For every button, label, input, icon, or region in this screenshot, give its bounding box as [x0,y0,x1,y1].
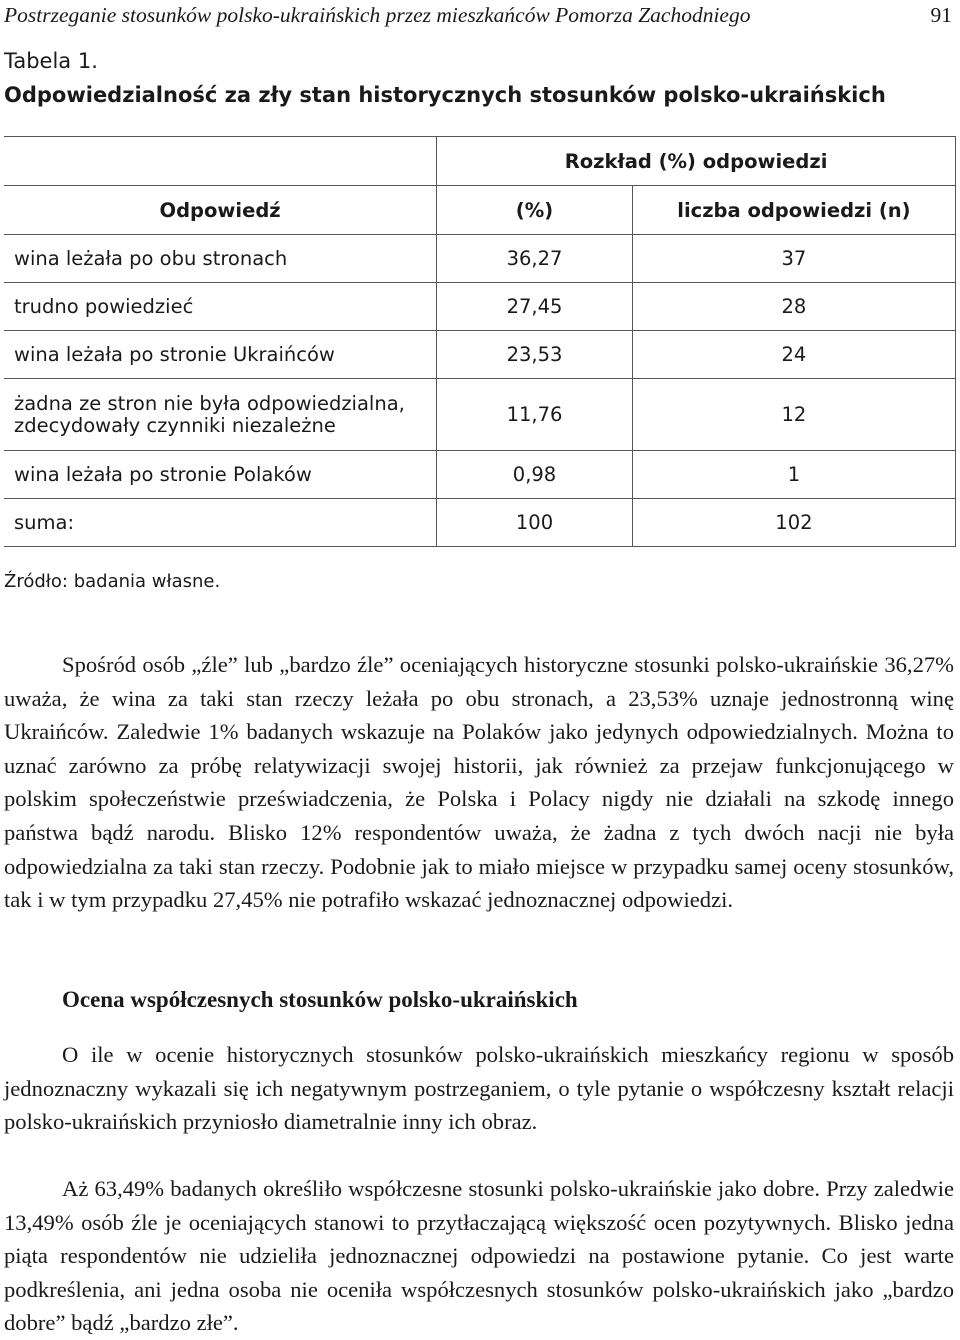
count-cell: 28 [632,283,955,331]
table-title: Odpowiedzialność za zły stan historycznych stosunków polsko-ukraińskich [4,83,886,107]
table-label: Tabela 1. [4,49,98,73]
column-header-percent: (%) [437,186,633,235]
table-header-row [4,186,956,235]
column-header-answer: Odpowiedź [4,186,437,235]
answer-line: żadna ze stron nie była odpowiedzialna, [14,391,405,415]
section-heading: Ocena współczesnych stosunków polsko-ukraińskich [62,987,578,1012]
answer-cell: trudno powiedzieć [4,283,437,331]
table-source-note: Źródło: badania własne. [4,571,221,592]
count-cell: 24 [632,331,955,379]
count-cell: 37 [632,235,955,283]
answer-cell: wina leżała po stronie Ukraińców [4,331,437,379]
percent-cell: 11,76 [437,379,633,451]
table-row [4,331,956,379]
paragraph-2: O ile w ocenie historycznych stosunków polsko-ukraińskich mieszkańcy regionu w sposób jednoznaczny wykazali się ich negatywnym postrzeganiem, o tyle pytanie o współczesny kształt relacji polsko-ukraińskich przyniosło diametralnie inny ich obraz. [4,1042,954,1135]
table-row [4,235,956,283]
percent-cell: 0,98 [437,451,633,499]
count-cell: 1 [632,451,955,499]
running-header [4,0,952,30]
answer-cell [4,379,437,451]
percent-cell: 36,27 [437,235,633,283]
table-row-total [4,499,956,547]
percent-cell: 23,53 [437,331,633,379]
table-row [4,379,956,451]
answer-cell: wina leżała po stronie Polaków [4,451,437,499]
table-super-header: Rozkład (%) odpowiedzi [437,137,956,186]
percent-cell: 100 [437,499,633,547]
table-row [4,283,956,331]
running-header-title: Postrzeganie stosunków polsko-ukraińskich przez mieszkańców Pomorza Zachodniego [4,3,751,27]
table-row [4,451,956,499]
answer-cell: suma: [4,499,437,547]
paragraph-3: Aż 63,49% badanych określiło współczesne stosunki polsko-ukraińskie jako dobre. Przy zaledwie 13,49% osób źle je oceniających stanowi to przytłaczającą większość ocen pozytywnych. Blisko jedna piąta respondentów nie udzieliła jednoznacznej odpowiedzi na postawione pytanie. Co jest warte podkreślenia, ani jedna osoba nie oceniła współczesnych stosunków polsko-ukraińskich jako „bardzo dobre” bądź „bardzo złe”. [4,1176,954,1336]
page-number: 91 [930,3,952,27]
table-header-empty [4,137,437,186]
column-header-count: liczba odpowiedzi (n) [632,186,955,235]
table-container [4,136,956,547]
count-cell: 102 [632,499,955,547]
answer-line: zdecydowały czynniki niezależne [14,413,336,437]
percent-cell: 27,45 [437,283,633,331]
table-super-header-row [4,137,956,186]
count-cell: 12 [632,379,955,451]
table-caption [4,44,886,112]
data-table [4,136,956,547]
answer-cell: wina leżała po obu stronach [4,235,437,283]
paragraph-1: Spośród osób „źle” lub „bardzo źle” oceniających historyczne stosunki polsko-ukraińskie 36,27% uważa, że wina za taki stan rzeczy leżała po obu stronach, a 23,53% uznaje jednostronną winę Ukraińców. Zaledwie 1% badanych wskazuje na Polaków jako jedynych odpowiedzialnych. Można to uznać zarówno za próbę relatywizacji swojej historii, jak również za przejaw funkcjonującego w polskim społeczeństwie przeświadczenia, że Polska i Polacy nigdy nie działali na szkodę innego państwa bądź narodu. Blisko 12% respondentów uważa, że żadna z tych dwóch nacji nie była odpowiedzialna za taki stan rzeczy. Podobnie jak to miało miejsce w przypadku samej oceny stosunków, tak i w tym przypadku 27,45% nie potrafiło wskazać jednoznacznej odpowiedzi. [4,652,954,913]
